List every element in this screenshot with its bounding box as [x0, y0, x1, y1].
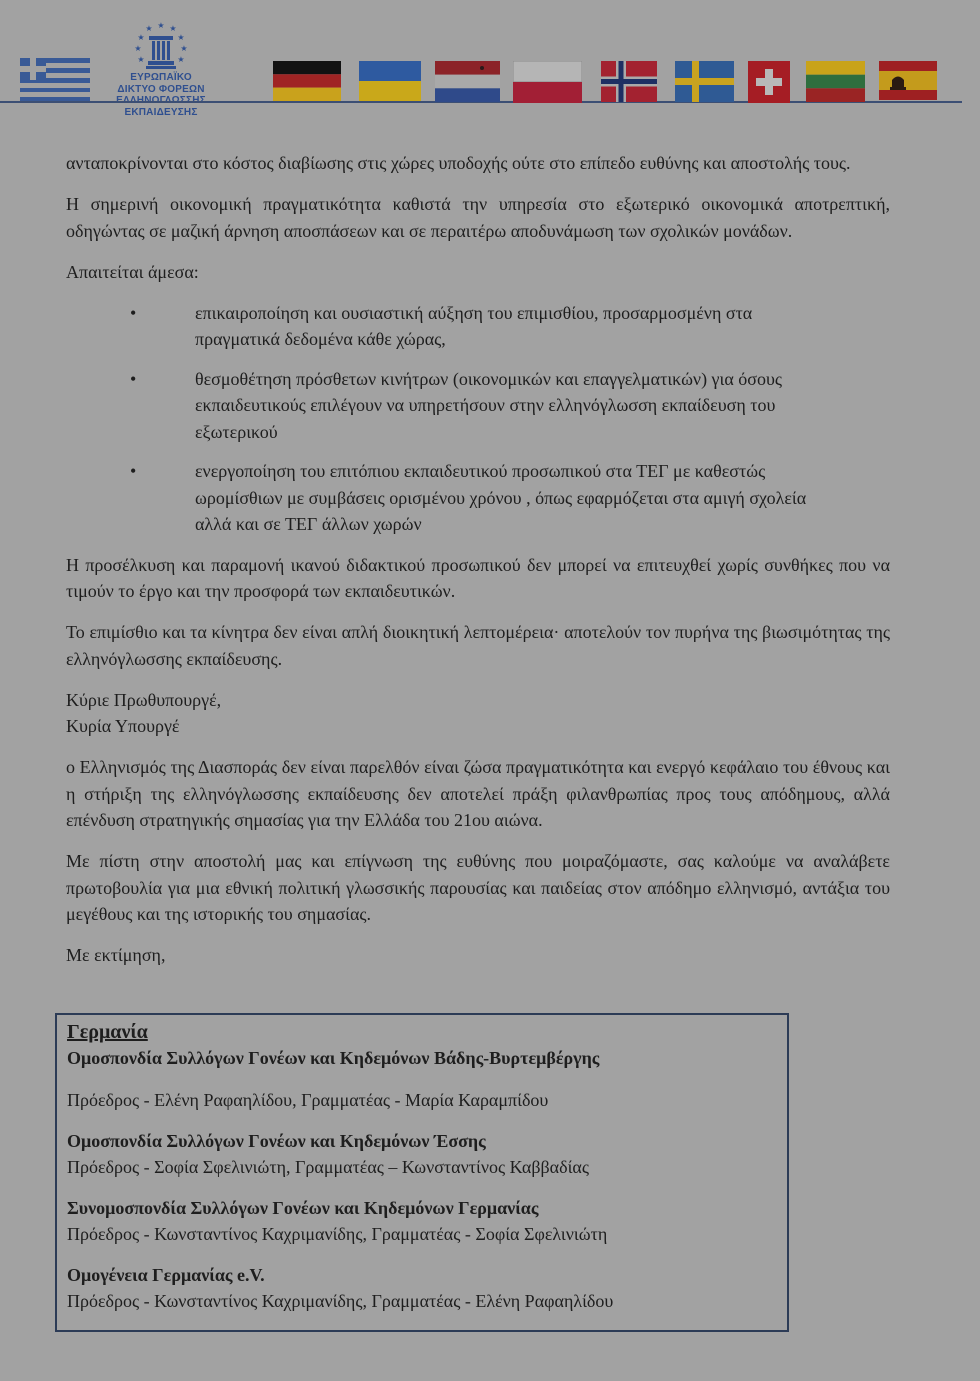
- salutation-line-1: Κύριε Πρωθυπουργέ,: [66, 689, 222, 710]
- list-item-text: επικαιροποίηση και ουσιαστική αύξηση του επιμισθίου, προσαρμοσμένη στα πραγματικά δεδομένα κάθε χώρας,: [195, 302, 753, 349]
- signatories: [67, 1019, 777, 1314]
- letter-body: [66, 150, 890, 983]
- bullet-icon: •: [130, 368, 137, 389]
- logo-line-1: ΕΥΡΩΠΑΪΚΟ: [130, 72, 192, 83]
- paragraph-5: Το επιμίσθιο και τα κίνητρα δεν είναι απλή διοικητική λεπτομέρεια· αποτελούν τον πυρήνα της βιωσιμότητας της ελληνόγλωσσης εκπαίδευσης.: [66, 622, 890, 669]
- salutation: [66, 687, 890, 740]
- svg-text:★: ★: [137, 33, 145, 42]
- org-name: Ομοσπονδία Συλλόγων Γονέων και Κηδεμόνων Έσσης: [67, 1131, 486, 1151]
- paragraph-1: ανταποκρίνονται στο κόστος διαβίωσης στις χώρες υποδοχής ούτε στο επίπεδο ευθύνης και αποστολής τους.: [66, 153, 851, 173]
- country-heading: Γερμανία: [67, 1021, 148, 1043]
- ukraine-flag: [359, 61, 421, 101]
- paragraph-4: Η προσέλκυση και παραμονή ικανού διδακτικού προσωπικού δεν μπορεί να επιτευχθεί χωρίς συνθήκες που να τιμούν το έργο και την προσφορά των εκπαιδευτικών.: [66, 554, 890, 601]
- sweden-flag: [675, 61, 734, 102]
- org-name: Ομογένεια Γερμανίας e.V.: [67, 1265, 265, 1285]
- list-item-text: ενεργοποίηση του επιτόπιου εκπαιδευτικού προσωπικού στα ΤΕΓ με καθεστώς ωρομίσθιων με συμβάσεις ορισμένου χρόνου , όπως εφαρμόζεται στα αμιγή σχολεία αλλά και σε ΤΕΓ άλλων χωρών: [195, 461, 807, 534]
- logo-line-2: ΔΙΚΤΥΟ ΦΟΡΕΩΝ: [117, 83, 205, 95]
- list-item: [66, 458, 815, 538]
- svg-text:★: ★: [177, 55, 185, 64]
- germany-flag: [273, 61, 341, 101]
- list-item: [66, 300, 815, 353]
- signatories-box: [55, 1013, 789, 1332]
- svg-text:★: ★: [134, 44, 142, 53]
- org-name: Συνομοσπονδία Συλλόγων Γονέων και Κηδεμόνων Γερμανίας: [67, 1198, 539, 1218]
- list-item-text: θεσμοθέτηση πρόσθετων κινήτρων (οικονομικών και επαγγελματικών) για όσους εκπαιδευτικούς επιλέγουν να υπηρετήσουν στην ελληνόγλωσση εκπαίδευση του εξωτερικού: [195, 368, 783, 442]
- svg-text:★: ★: [157, 21, 165, 30]
- greece-flag: [20, 58, 90, 102]
- spain-flag: [879, 61, 937, 100]
- paragraph-2: Η σημερινή οικονομική πραγματικότητα καθιστά την υπηρεσία στο εξωτερικό οικονομικά αποτρεπτική, οδηγώντας σε μαζική άρνηση αποσπάσεων και σε περαιτέρω αποδυνάμωση των σχολικών μονάδων.: [66, 194, 890, 241]
- svg-text:★: ★: [137, 55, 145, 64]
- switzerland-flag: [748, 61, 790, 103]
- svg-text:★: ★: [145, 24, 153, 33]
- paragraph-6: ο Ελληνισμός της Διασποράς δεν είναι παρελθόν είναι ζώσα πραγματικότητα και ενεργό κεφάλαιο του έθνους και η στήριξη της ελληνόγλωσσης εκπαίδευσης δεν αποτελεί πράξη φιλανθρωπίας προς τους απόδημους, αλλά επένδυση στρατηγικής σημασίας για την Ελλάδα του 21ου αιώνα.: [66, 757, 890, 830]
- org-name: Ομοσπονδία Συλλόγων Γονέων και Κηδεμόνων Βάδης-Βυρτεμβέργης: [67, 1048, 600, 1068]
- closing: Με εκτίμηση,: [66, 945, 166, 965]
- logo-line-4: ΕΚΠΑΙΔΕΥΣΗΣ: [124, 106, 198, 118]
- lithuania-flag: [806, 61, 865, 102]
- salutation-line-2: Κυρία Υπουργέ: [66, 716, 180, 736]
- org-officers: Πρόεδρος - Σοφία Σφελινιώτη, Γραμματέας – Κωνσταντίνος Καββαδίας: [67, 1157, 589, 1177]
- org-officers: Πρόεδρος - Ελένη Ραφαηλίδου, Γραμματέας - Μαρία Καραμπίδου: [67, 1090, 549, 1110]
- svg-text:★: ★: [177, 33, 185, 42]
- paragraph-3: Απαιτείται άμεσα:: [66, 261, 199, 282]
- org-officers: Πρόεδρος - Κωνσταντίνος Καχριμανίδης, Γραμματέας - Ελένη Ραφαηλίδου: [67, 1291, 614, 1311]
- column-with-stars-icon: [131, 20, 191, 72]
- svg-text:★: ★: [169, 24, 177, 33]
- poland-flag: [513, 61, 582, 103]
- norway-flag: [601, 61, 657, 102]
- bullet-icon: •: [130, 461, 137, 481]
- bullet-icon: •: [130, 302, 137, 323]
- list-item: [66, 366, 815, 446]
- demands-list: [66, 300, 890, 538]
- netherlands-flag: [435, 61, 500, 102]
- paragraph-7: Με πίστη στην αποστολή μας και επίγνωση της ευθύνης που μοιραζόμαστε, σας καλούμε να αναλάβετε πρωτοβουλία για μια εθνική πολιτική γλωσσικής παρουσίας και παιδείας στον απόδημο ελληνισμό, αντάξια του μεγέθους και της ιστορικής του σημασίας.: [66, 851, 890, 924]
- org-officers: Πρόεδρος - Κωνσταντίνος Καχριμανίδης, Γραμματέας - Σοφία Σφελινιώτη: [67, 1224, 608, 1244]
- letterhead: [0, 0, 980, 125]
- organization-logo: [108, 20, 214, 122]
- svg-text:★: ★: [180, 44, 188, 53]
